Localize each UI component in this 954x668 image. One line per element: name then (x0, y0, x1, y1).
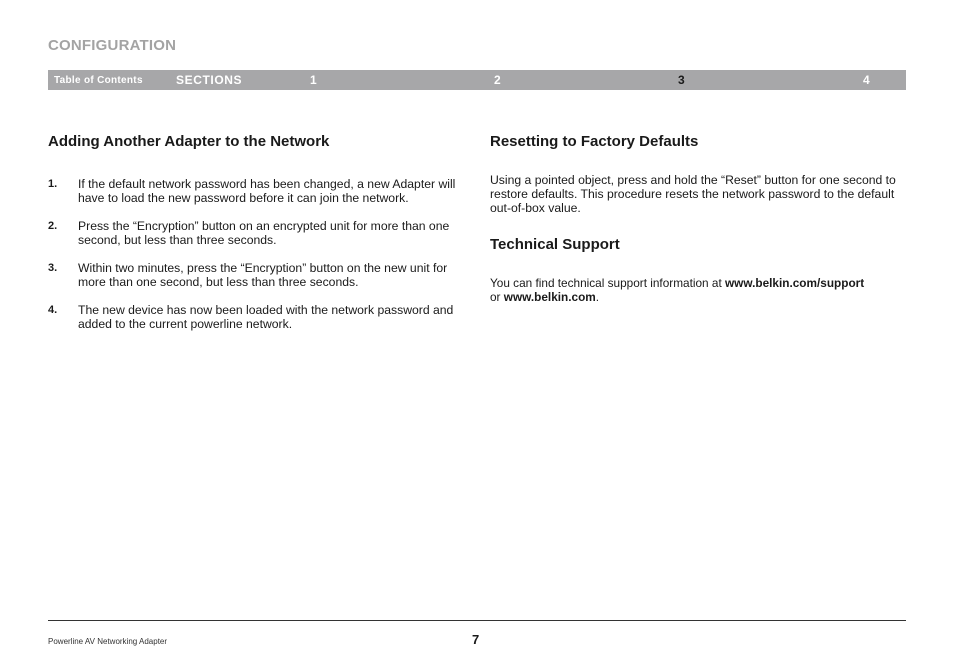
support-heading: Technical Support (490, 236, 620, 253)
nav-section-3[interactable]: 3 (678, 73, 685, 87)
step-text: Within two minutes, press the “Encryption” button on the new unit for more than one second, but less than three seconds. (78, 261, 448, 289)
step-number: 4. (48, 304, 58, 316)
adding-adapter-heading: Adding Another Adapter to the Network (48, 133, 330, 150)
list-item (48, 303, 460, 331)
reset-paragraph: Using a pointed object, press and hold the “Reset” button for one second to restore defaults. This procedure resets the network password to the default out-of-box value. (490, 173, 896, 215)
nav-section-4[interactable]: 4 (863, 73, 870, 87)
step-text: Press the “Encryption” button on an encrypted unit for more than one second, but less than three seconds. (78, 219, 450, 247)
left-column (48, 133, 460, 345)
reset-heading: Resetting to Factory Defaults (490, 133, 699, 150)
list-item (48, 177, 460, 205)
belkin-home-link[interactable]: www.belkin.com (503, 290, 596, 304)
support-paragraph (490, 276, 908, 304)
step-number: 3. (48, 262, 58, 274)
support-text-mid: or (490, 290, 504, 304)
section-nav-bar (48, 70, 906, 90)
step-number: 1. (48, 178, 58, 190)
page-number: 7 (472, 632, 480, 647)
steps-list (48, 177, 460, 331)
footer-divider (48, 620, 906, 621)
step-number: 2. (48, 220, 58, 232)
list-item (48, 261, 460, 289)
step-text: The new device has now been loaded with the network password and added to the current powerline network. (78, 303, 454, 331)
list-item (48, 219, 460, 247)
nav-section-1[interactable]: 1 (310, 73, 317, 87)
sections-label: SECTIONS (176, 73, 243, 87)
footer-product-name: Powerline AV Networking Adapter (48, 637, 168, 646)
section-title: CONFIGURATION (48, 37, 177, 54)
nav-section-2[interactable]: 2 (494, 73, 501, 87)
step-text: If the default network password has been changed, a new Adapter will have to load the new password before it can join the network. (78, 177, 456, 205)
support-link[interactable]: www.belkin.com/support (725, 276, 865, 290)
support-text-end: . (595, 290, 600, 304)
table-of-contents-link[interactable]: Table of Contents (54, 75, 143, 86)
support-text-prefix: You can find technical support information at (490, 276, 725, 290)
right-column (490, 133, 908, 304)
